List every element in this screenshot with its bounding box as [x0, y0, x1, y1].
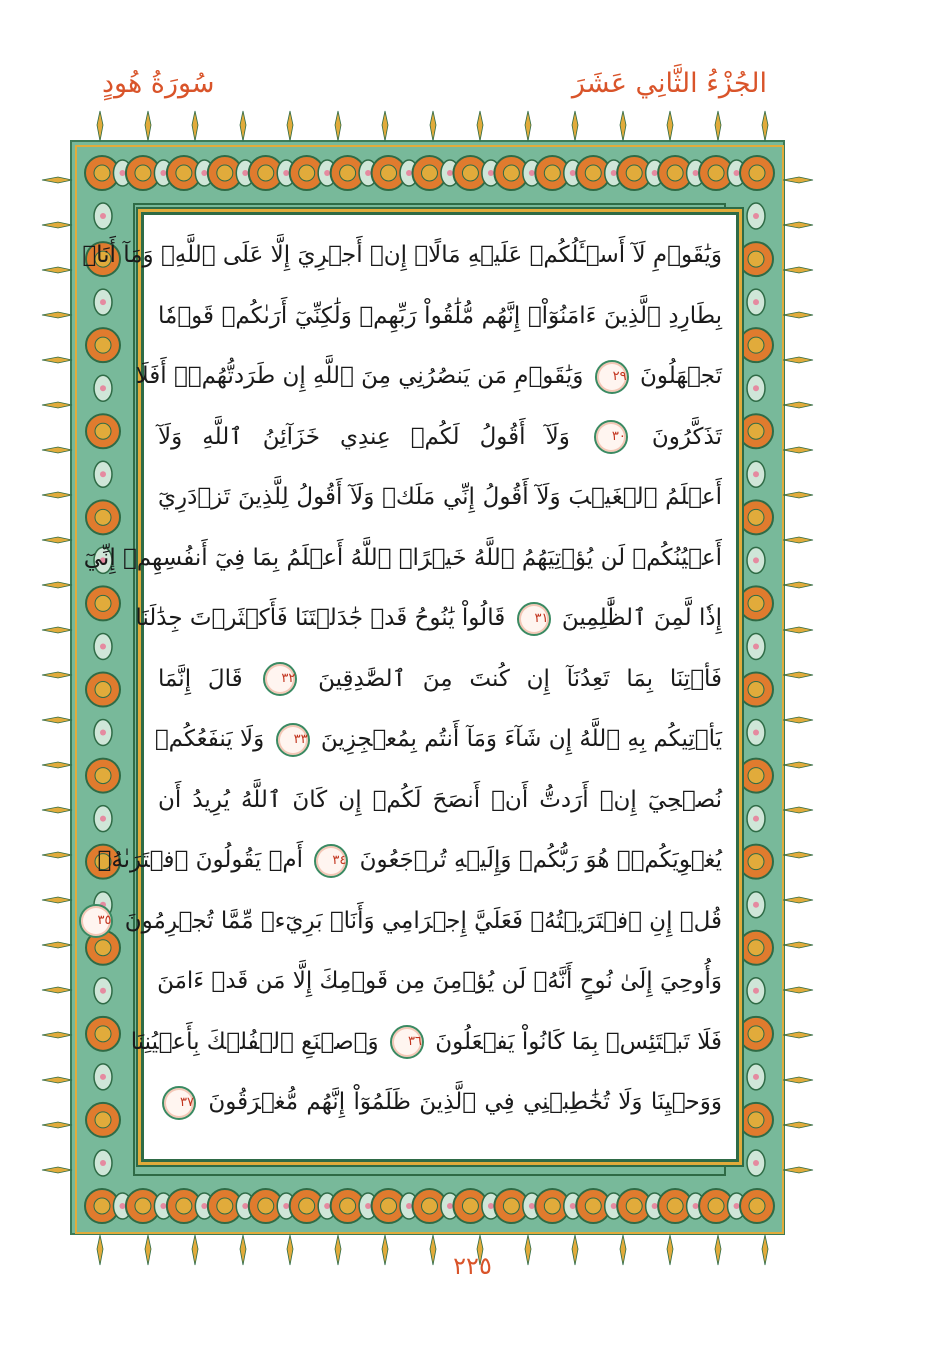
flower-dot [242, 170, 248, 176]
finial-shape [42, 222, 72, 228]
medallion-center [381, 165, 397, 181]
medallion-center [340, 165, 356, 181]
verse-text: وَيَٰقَوۡمِ لَآ أَسۡـَٔلُكُمۡ عَلَيۡهِ مَالًاۖ إِنۡ أَجۡرِيَ إِلَّا عَلَى ٱللَّهِۚ وَمَآ أَنَا۠ [82, 242, 722, 268]
flower-dot [529, 1203, 535, 1209]
finial-shape [783, 987, 813, 993]
frame-finial [783, 1028, 813, 1042]
frame-finial [758, 111, 772, 141]
finial-shape [620, 111, 626, 141]
frame-finial [283, 111, 297, 141]
medallion-center [748, 509, 764, 525]
frame-finial [42, 308, 72, 322]
finial-shape [42, 807, 72, 813]
flower-dot [570, 1203, 576, 1209]
flower-dot [652, 1203, 658, 1209]
medallion-center [667, 1198, 683, 1214]
medallion-center [95, 682, 111, 698]
flower-dot [100, 988, 106, 994]
ayah-number-marker: ٣٤ [314, 844, 348, 878]
finial-shape [783, 717, 813, 723]
frame-finial [42, 488, 72, 502]
frame-finial [141, 111, 155, 141]
frame-finial [783, 353, 813, 367]
verse-text: أَمۡ يَقُولُونَ ٱفۡتَرَىٰهُۖ [97, 847, 311, 873]
finial-shape [287, 111, 293, 141]
frame-finial [783, 893, 813, 907]
medallion-center [626, 165, 642, 181]
verse-line [130, 1016, 722, 1068]
juz-title: الجُزْءُ الثَّانِي عَشَرَ [571, 68, 767, 99]
verse-line [135, 350, 722, 402]
finial-shape [477, 111, 483, 141]
medallion-center [748, 1112, 764, 1128]
medallion-center [748, 337, 764, 353]
flower-dot [753, 213, 759, 219]
medallion-center [135, 1198, 151, 1214]
finial-shape [42, 627, 72, 633]
frame-finial [783, 398, 813, 412]
medallion-center [94, 165, 110, 181]
verse-line [158, 290, 722, 342]
finial-shape [783, 627, 813, 633]
verse-text: تَجۡهَلُونَ [632, 363, 722, 389]
medallion-center [95, 595, 111, 611]
flower-dot [100, 385, 106, 391]
finial-shape [783, 852, 813, 858]
frame-finial [188, 111, 202, 141]
frame-finial [42, 1118, 72, 1132]
medallion-center [626, 1198, 642, 1214]
medallion-center [258, 165, 274, 181]
frame-finial [783, 1073, 813, 1087]
frame-finial [783, 623, 813, 637]
finial-shape [783, 402, 813, 408]
finial-shape [783, 1122, 813, 1128]
medallion-center [422, 1198, 438, 1214]
verse-text: تَذَكَّرُونَ [631, 423, 722, 450]
finial-shape [42, 1032, 72, 1038]
flower-dot [365, 170, 371, 176]
verse-text: أَعۡلَمُ ٱلۡغَيۡبَ وَلَآ أَقُولُ إِنِّي مَلَكٞ وَلَآ أَقُولُ لِلَّذِينَ تَزۡدَرِيٓ [158, 484, 722, 510]
verse-text: فَأۡتِنَا بِمَا تَعِدُنَآ إِن كُنتَ مِنَ ٱلصَّٰدِقِينَ [301, 665, 722, 692]
flower-dot [753, 730, 759, 736]
finial-shape [783, 942, 813, 948]
medallion-center [749, 1198, 765, 1214]
flower-dot [753, 471, 759, 477]
verse-text: وَٱصۡنَعِ ٱلۡفُلۡكَ بِأَعۡيُنِنَا [130, 1028, 386, 1055]
ayah-number-marker: ٣٥ [79, 904, 113, 938]
medallion-center [749, 165, 765, 181]
verse-text: فَلَا تَبۡتَئِسۡ بِمَا كَانُواْ يَفۡعَلُونَ [427, 1028, 722, 1055]
verse-text: أَعۡيُنُكُمۡ لَن يُؤۡتِيَهُمُ ٱللَّهُ خَيۡرًاۖ ٱللَّهُ أَعۡلَمُ بِمَا فِيٓ أَنفُسِهِمۡ إِنِّيٓ [83, 544, 722, 571]
flower-dot [753, 988, 759, 994]
frame-finial [783, 308, 813, 322]
flower-dot [100, 471, 106, 477]
finial-shape [783, 762, 813, 768]
flower-dot [160, 170, 166, 176]
medallion-center [258, 1198, 274, 1214]
flower-dot [611, 170, 617, 176]
frame-finial [93, 111, 107, 141]
medallion-center [748, 251, 764, 267]
flower-dot [100, 213, 106, 219]
medallion-center [462, 165, 478, 181]
medallion-center [748, 940, 764, 956]
flower-dot [100, 730, 106, 736]
flower-dot [283, 1203, 289, 1209]
medallion-center [299, 165, 315, 181]
finial-shape [783, 177, 813, 183]
frame-finial [783, 758, 813, 772]
medallion-center [708, 165, 724, 181]
frame-finial [378, 111, 392, 141]
frame-finial [783, 803, 813, 817]
frame-finial [783, 218, 813, 232]
frame-finial [42, 398, 72, 412]
medallion-center [217, 1198, 233, 1214]
verse-line [154, 713, 722, 765]
medallion-center [95, 337, 111, 353]
flower-dot [447, 1203, 453, 1209]
flower-dot [100, 1074, 106, 1080]
frame-finial [42, 758, 72, 772]
verse-text: وَيَٰقَوۡمِ مَن يَنصُرُنِي مِنَ ٱللَّهِ إِن طَرَدتُّهُمۡۚ أَفَلَا [135, 363, 591, 389]
medallion-center [422, 165, 438, 181]
verse-line [158, 955, 722, 1007]
flower-dot [734, 1203, 740, 1209]
finial-shape [783, 1032, 813, 1038]
finial-shape [783, 537, 813, 543]
frame-finial [663, 111, 677, 141]
verse-line [83, 532, 722, 584]
medallion-center [748, 595, 764, 611]
flower-dot [100, 816, 106, 822]
flower-dot [242, 1203, 248, 1209]
frame-finial [616, 111, 630, 141]
frame-finial [568, 111, 582, 141]
medallion-center [340, 1198, 356, 1214]
frame-finial [331, 111, 345, 141]
medallion-center [299, 1198, 315, 1214]
finial-shape [42, 267, 72, 273]
finial-shape [42, 1167, 72, 1173]
finial-shape [525, 111, 531, 141]
medallion-center [462, 1198, 478, 1214]
flower-dot [119, 1203, 125, 1209]
finial-shape [42, 762, 72, 768]
verse-text: إِذٗا لَّمِنَ ٱلظَّٰلِمِينَ [554, 605, 722, 631]
frame-finial [473, 111, 487, 141]
medallion-center [544, 165, 560, 181]
flower-dot [488, 170, 494, 176]
finial-shape [42, 492, 72, 498]
frame-finial [42, 893, 72, 907]
ayah-number-marker: ٣٦ [390, 1025, 424, 1059]
ayah-number-marker: ٣٠ [594, 420, 628, 454]
finial-shape [335, 111, 341, 141]
finial-shape [667, 111, 673, 141]
finial-shape [430, 111, 436, 141]
frame-finial [521, 111, 535, 141]
surah-title: سُورَةُ هُودٍ [102, 68, 215, 99]
finial-shape [783, 447, 813, 453]
finial-shape [240, 111, 246, 141]
ayah-number-marker: ٣٢ [263, 662, 297, 696]
quran-text-panel [82, 212, 739, 1162]
frame-finial [783, 488, 813, 502]
frame-finial [42, 533, 72, 547]
flower-dot [753, 902, 759, 908]
frame-finial [783, 938, 813, 952]
flower-dot [488, 1203, 494, 1209]
flower-dot [753, 816, 759, 822]
frame-finial [42, 983, 72, 997]
verse-line [82, 229, 722, 281]
flower-dot [652, 170, 658, 176]
ayah-number-marker: ٣٧ [162, 1086, 196, 1120]
finial-shape [382, 111, 388, 141]
frame-finial [711, 111, 725, 141]
frame-finial [42, 848, 72, 862]
finial-shape [42, 897, 72, 903]
flower-dot [100, 1160, 106, 1166]
frame-finial [42, 578, 72, 592]
verse-line [97, 834, 722, 886]
finial-shape [783, 222, 813, 228]
frame-finial [42, 218, 72, 232]
medallion-center [748, 854, 764, 870]
flower-dot [753, 643, 759, 649]
verse-text: بِطَارِدِ ٱلَّذِينَ ءَامَنُوٓاْۚ إِنَّهُم مُّلَٰقُواْ رَبِّهِمۡ وَلَٰكِنِّيٓ أَرَىٰكُمۡ قَوۡمٗا [158, 302, 722, 329]
verse-line [135, 592, 722, 644]
frame-finial [783, 578, 813, 592]
finial-shape [42, 672, 72, 678]
finial-shape [42, 402, 72, 408]
flower-dot [201, 170, 207, 176]
verse-line [158, 411, 722, 463]
frame-finial [42, 713, 72, 727]
flower-dot [529, 170, 535, 176]
frame-finial [783, 848, 813, 862]
flower-dot [611, 1203, 617, 1209]
medallion-center [135, 165, 151, 181]
verse-line [158, 653, 722, 705]
finial-shape [42, 582, 72, 588]
flower-dot [753, 557, 759, 563]
finial-shape [192, 111, 198, 141]
verse-text: وَلَآ أَقُولُ لَكُمۡ عِندِي خَزَآئِنُ ٱللَّهِ وَلَآ [158, 423, 590, 450]
finial-shape [42, 447, 72, 453]
finial-shape [42, 717, 72, 723]
medallion-center [95, 423, 111, 439]
frame-finial [783, 668, 813, 682]
finial-shape [783, 582, 813, 588]
flower-dot [447, 170, 453, 176]
medallion-center [748, 423, 764, 439]
flower-dot [734, 170, 740, 176]
flower-dot [365, 1203, 371, 1209]
verse-text: وَلَا يَنفَعُكُمۡ [154, 726, 272, 752]
flower-dot [100, 299, 106, 305]
flower-dot [693, 170, 699, 176]
page-number: ٢٢٥ [453, 1252, 492, 1280]
medallion-center [95, 1112, 111, 1128]
frame-finial [42, 623, 72, 637]
medallion-center [381, 1198, 397, 1214]
flower-dot [753, 1160, 759, 1166]
frame-finial [42, 263, 72, 277]
flower-dot [406, 170, 412, 176]
ayah-number-marker: ٢٩ [595, 360, 629, 394]
flower-dot [570, 170, 576, 176]
finial-shape [42, 1077, 72, 1083]
finial-shape [762, 111, 768, 141]
frame-finial [783, 1163, 813, 1177]
verse-line [158, 774, 722, 826]
frame-finial [42, 1028, 72, 1042]
medallion-center [503, 1198, 519, 1214]
frame-finial [42, 173, 72, 187]
finial-shape [783, 267, 813, 273]
verse-text: قُلۡ إِنِ ٱفۡتَرَيۡتُهُۥ فَعَلَيَّ إِجۡرَامِي وَأَنَا۠ بَرِيٓءٞ مِّمَّا تُجۡرِمُونَ [117, 907, 722, 934]
verse-line [158, 471, 722, 523]
medallion-center [176, 165, 192, 181]
frame-finial [783, 713, 813, 727]
medallion-center [95, 1026, 111, 1042]
ayah-number-marker: ٣٣ [276, 723, 310, 757]
finial-shape [783, 807, 813, 813]
frame-finial [42, 938, 72, 952]
medallion-center [708, 1198, 724, 1214]
flower-dot [119, 170, 125, 176]
finial-shape [145, 111, 151, 141]
frame-finial [42, 803, 72, 817]
flower-dot [100, 643, 106, 649]
frame-finial [783, 173, 813, 187]
frame-finial [783, 983, 813, 997]
frame-finial [42, 1163, 72, 1177]
finial-shape [783, 1167, 813, 1173]
frame-finial [783, 263, 813, 277]
flower-dot [324, 170, 330, 176]
verse-text: يُغۡوِيَكُمۡۚ هُوَ رَبُّكُمۡ وَإِلَيۡهِ تُرۡجَعُونَ [352, 847, 722, 873]
finial-shape [42, 312, 72, 318]
flower-dot [753, 1074, 759, 1080]
medallion-center [585, 165, 601, 181]
finial-shape [42, 177, 72, 183]
flower-dot [201, 1203, 207, 1209]
medallion-center [95, 509, 111, 525]
verse-line [158, 1076, 722, 1128]
ayah-number-marker: ٣١ [517, 602, 551, 636]
flower-dot [753, 299, 759, 305]
finial-shape [783, 1077, 813, 1083]
finial-shape [42, 1122, 72, 1128]
finial-shape [42, 537, 72, 543]
medallion-center [94, 1198, 110, 1214]
frame-finial [42, 353, 72, 367]
frame-finial [42, 443, 72, 457]
finial-shape [42, 357, 72, 363]
finial-shape [783, 492, 813, 498]
medallion-center [585, 1198, 601, 1214]
frame-finial [42, 668, 72, 682]
frame-finial [426, 111, 440, 141]
finial-shape [42, 987, 72, 993]
medallion-center [544, 1198, 560, 1214]
medallion-center [217, 165, 233, 181]
verse-text: وَوَحۡيِنَا وَلَا تُخَٰطِبۡنِي فِي ٱلَّذِينَ ظَلَمُوٓاْ إِنَّهُم مُّغۡرَقُونَ [200, 1089, 722, 1115]
finial-shape [783, 672, 813, 678]
finial-shape [42, 942, 72, 948]
frame-finial [236, 111, 250, 141]
medallion-center [748, 1026, 764, 1042]
medallion-center [667, 165, 683, 181]
finial-shape [783, 312, 813, 318]
verse-text: قَالُواْ يَٰنُوحُ قَدۡ جَٰدَلۡتَنَا فَأَكۡثَرۡتَ جِدَٰلَنَا [135, 605, 513, 631]
flower-dot [753, 385, 759, 391]
frame-finial [42, 1073, 72, 1087]
medallion-center [503, 165, 519, 181]
verse-text: يَأۡتِيكُم بِهِ ٱللَّهُ إِن شَآءَ وَمَآ أَنتُم بِمُعۡجِزِينَ [313, 726, 722, 752]
medallion-center [748, 768, 764, 784]
medallion-center [748, 682, 764, 698]
finial-shape [783, 357, 813, 363]
flower-dot [324, 1203, 330, 1209]
verse-text: وَأُوحِيَ إِلَىٰ نُوحٍ أَنَّهُۥ لَن يُؤۡمِنَ مِن قَوۡمِكَ إِلَّا مَن قَدۡ ءَامَنَ [157, 968, 722, 994]
finial-shape [783, 897, 813, 903]
finial-shape [42, 852, 72, 858]
verse-line [97, 895, 722, 947]
flower-dot [160, 1203, 166, 1209]
flower-dot [283, 170, 289, 176]
medallion-center [176, 1198, 192, 1214]
medallion-center [95, 768, 111, 784]
verse-text: قَالَ إِنَّمَا [158, 665, 260, 692]
frame-finial [783, 533, 813, 547]
finial-shape [715, 111, 721, 141]
frame-finial [783, 443, 813, 457]
finial-shape [572, 111, 578, 141]
flower-dot [693, 1203, 699, 1209]
frame-finial [783, 1118, 813, 1132]
finial-shape [97, 111, 103, 141]
verse-text: نُصۡحِيٓ إِنۡ أَرَدتُّ أَنۡ أَنصَحَ لَكُمۡ إِن كَانَ ٱللَّهُ يُرِيدُ أَن [158, 786, 722, 813]
flower-dot [406, 1203, 412, 1209]
